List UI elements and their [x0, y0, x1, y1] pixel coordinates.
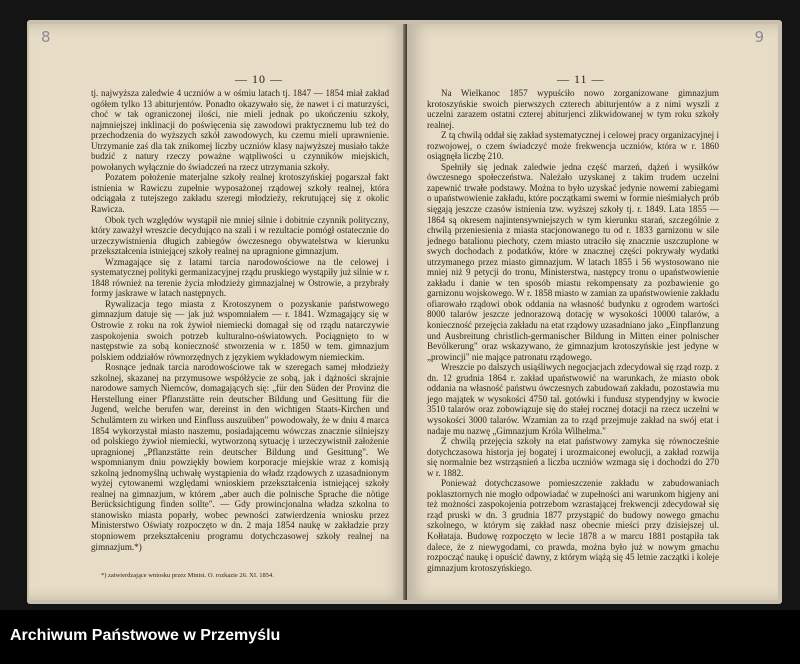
left-archive-number: 8	[41, 28, 51, 46]
paragraph: Obok tych względów wystąpił nie mniej silnie i dobitnie czynnik polityczny, który zaważył wreszcie decydująco na szali i w rezultacie pomógł ostatecznie do urzeczywistnienia długich zabiegów ówczesnego obywatelstwa w kierunku przekształcenia istniejącej szkoły realnej na upragnione gimnazjum.	[91, 214, 389, 257]
right-archive-number: 9	[754, 28, 764, 46]
paragraph: Ponieważ dotychczasowe pomieszczenie zakładu w zabudowaniach poklasztornych nie mogło odpowiadać w zupełności ani warunkom higjeny ani też możności zaspokojenia potrzebom wzrastającej frekwencji zdecydował się rząd pruski w dn. 3 grudnia 1877 przystąpić do budowy nowego gmachu szkolnego, w którym się zakład nasz obecnie mieści przy dzisiejszej ul. Kołłataja. Budowę rozpoczęto w lecie 1878 a w marcu 1881 postąpiła tak dalece, że z niewygodami, co prawda, można było już w nowym gmachu rozpocząć naukę i opuścić dawny, z którym wiążą się 45 letnie zaczątki i koleje gimnazjum krotoszyńskiego.	[427, 478, 719, 573]
paragraph: Rosnące jednak tarcia narodowościowe tak w szeregach samej młodzieży szkolnej, skazanej na przymusowe współżycie ze sobą, jak i dążności skrajnie narodowe samych Niemców, domagających się: „für den Süden der Provinz die Herstellung einer Pflanzstätte rein deutscher Bildung und Gesittung für die Jugend, welche berufen war, dereinst in den wichtigen Staats-Kirchen und Schulämtern zu wirken und Einfluss auszuüben" powodowały, że w dniu 4 marca 1854 wykorzystał miasto naszemu, posiadającemu wówczas znacznie silniejszy od polskiego żywioł niemiecki, wytworzoną sytuację i urzeczywistnił założenie upragnionej „Pflanzstätte rein deutscher Bildung und Gesittung". We wspomnianym dniu powziękły bowiem korporacje miejskie wraz z komisją szkolną jednomyślną uchwałę wystąpienia do władz rządowych z uzasadnionym wyżej cytowanemi względami wnioskiem przekształcenia istniejącej szkoły realnej na gimnazjum, w którem „aber auch die polnische Sprache die nötige Berücksichtigung finden sollte". — Gdy prowincjonalna władza szkolna to stanowisko miasta poparły, wobec pewności zatwierdzenia wniosku przez Ministerstwo Oświaty rozpoczęto w dn. 2 maja 1854 naukę w zakładzie przy stopniowem przekształceniu programu dotychczasowej szkoły realnej na gimnazjum.*)	[91, 362, 389, 552]
right-page-text	[427, 88, 719, 573]
archive-label: Archiwum Państwowe w Przemyślu	[10, 627, 281, 644]
right-page	[407, 24, 778, 600]
paragraph: Z chwilą przejęcia szkoły na etat państwowy zamyka się równocześnie dotychczasowa historja jej bogatej i urozmaiconej ewolucji, a zakład rozwija się normalnie bez wstrząsnień a liczba uczniów wzmaga się i dochodzi do 270 w r. 1882.	[427, 436, 719, 478]
paragraph: Wreszcie po dalszych usiąśliwych negocjacjach zdecydował się rząd rozp. z dn. 12 grudnia 1864 r. zakład upaństwowić na warunkach, że miasto obok oddania na własność państwu ówczesnych zabudowań zakładu, pozostawia mu jego majątek w wysokości 4750 tal. gotówki i fundusz stypendyjny w kwocie 3510 talarów oraz zobowiązuje się do stałej rocznej dotacji na rzecz uczelni w wysokości 3000 talarów. Wzamian za to rząd przejmuje zakład na swój etat i nadaje mu nazwę „Gimnazjum Króla Wilhelma."	[427, 362, 719, 436]
left-page-text	[91, 88, 389, 552]
paragraph: Pozatem położenie materjalne szkoły realnej krotoszyńskiej pogarszał fakt istnienia w Rawiczu zupełnie wyposażonej rządowej szkoły realnej, która odciągała z tutejszego zakładu szeregi młodzieży, rekrutującej się z okolic Rawicza.	[91, 172, 389, 215]
paragraph: Rywalizacja tego miasta z Krotoszynem o pozyskanie państwowego gimnazjum datuje się — jak już wspomniałem — r. 1841. Wzmagający się w Ostrowie z roku na rok żywioł niemiecki domagał się od rządu natarczywie zaspokojenia swoich potrzeb kulturalno-oświatowych. Pociągnięto to w następstwie za sobą konieczność stworzenia w r. 1850 w tem. gimnazjum polskiem oddziałów równorzędnych z językiem wykładowym niemieckim.	[91, 298, 389, 362]
right-page-number: — 11 —	[557, 72, 605, 86]
paragraph: Na Wielkanoc 1857 wypuściło nowo zorganizowane gimnazjum krotoszyńskie swoich pierwszych czterech abiturjentów a z nimi wyszli z uczelni zarazem ostatni czterej abiturjenci zlikwidowanej w tym roku szkoły realnej.	[427, 88, 719, 130]
paragraph: Wzmagające się z latami tarcia narodowościowe na tle celowej i systematycznej polityki germanizacyjnej rządu pruskiego wystąpiły już silnie w r. 1848 również na terenie życia młodzieży gimnazjalnej w Ostrowie, a przybrały formy jaskrawe w latach następnych.	[91, 256, 389, 299]
paragraph: Z tą chwilą oddał się zakład systematycznej i celowej pracy organizacyjnej i rozwojowej, o czem świadczyć może frekwencja uczniów, która w r. 1860 osiągnęła liczbę 210.	[427, 130, 719, 162]
paragraph: Spełniły się jednak zaledwie jedna część marzeń, dążeń i wysiłków ówczesnego społeczeństwa. Należało uzyskanej z takim trudem uczelni zapewnić trwałe podstawy. Można to było uzyskać jedynie nowemi zabiegami o upaństwowienie zakładu, które początkami swemi w formie nieśmiałych prób sięgają jeszcze czasów istnienia tzw. wyższej szkoły tj. r. 1849. Lata 1855 — 1864 są okresem najintensywniejszych w tym kierunku starań, szczególnie z chwilą przeniesienia z miasta stacjonowanego tu od r. 1833 garnizonu w sile jednego batalionu piechoty, czem miasto utraciło się znacznie uszczuplone w swych dochodach z podatków, które w znacznej części pokrywały wydatki utrzymanego przez miasto gimnazjum. W latach 1855 i 56 wystosowano nie mniej niż 9 petycji do tronu, Ministerstwa, następcy tronu o upaństwowienie zakładu i danie w ten sposób miastu rekompensaty za pozbawienie go garnizonu wojskowego. W r. 1858 miasto w zamian za upaństwowienie zakładu ofiarowało rządowi obok oddania na własność budynku z ogrodem wartości 8000 talarów jeszcze jednorazową dotację w wysokości 10000 talarów, a konieczność przejęcia zakładu na etat rządowy uzasadniano jako „Einpflanzung und Ausbreitung christlich-germanischer Bildung in Mitten einer polnischer Bevölkerung" oraz wskazywano, że gimnazjum krotoszyńskie jest jedyne w „prowincji" nie mające patronatu rządowego.	[427, 161, 719, 362]
left-page-number: — 10 —	[235, 72, 283, 86]
paragraph: tj. najwyższa zaledwie 4 uczniów a w ośmiu latach tj. 1847 — 1854 miał zakład ogółem tylko 13 abiturjentów. Ponadto okazywało się, że nawet i ci maturzyści, choć w tak ograniczonej ilości, nie mieli jednak po ukończeniu szkoły, najmniejszej inklinacji do poświęcenia się zawodowi praktycznemu lub też do przechodzenia do wyższych szkół zawodowych, ku czemu mieli uprawnienie. Utrzymanie zaś dla tak znikomej liczby uczniów klasy najwyższej musiało także budzić z natury rzeczy poważne wątpliwości u czynników miejskich, powołanych wyłącznie do świadczeń na rzecz utrzymania szkoły.	[91, 88, 389, 172]
left-page	[29, 24, 407, 600]
open-book	[27, 20, 782, 604]
footnote: *) zatwierdzające wniosku przez Minist. O. rozkazie 26. XI. 1854.	[101, 572, 274, 579]
